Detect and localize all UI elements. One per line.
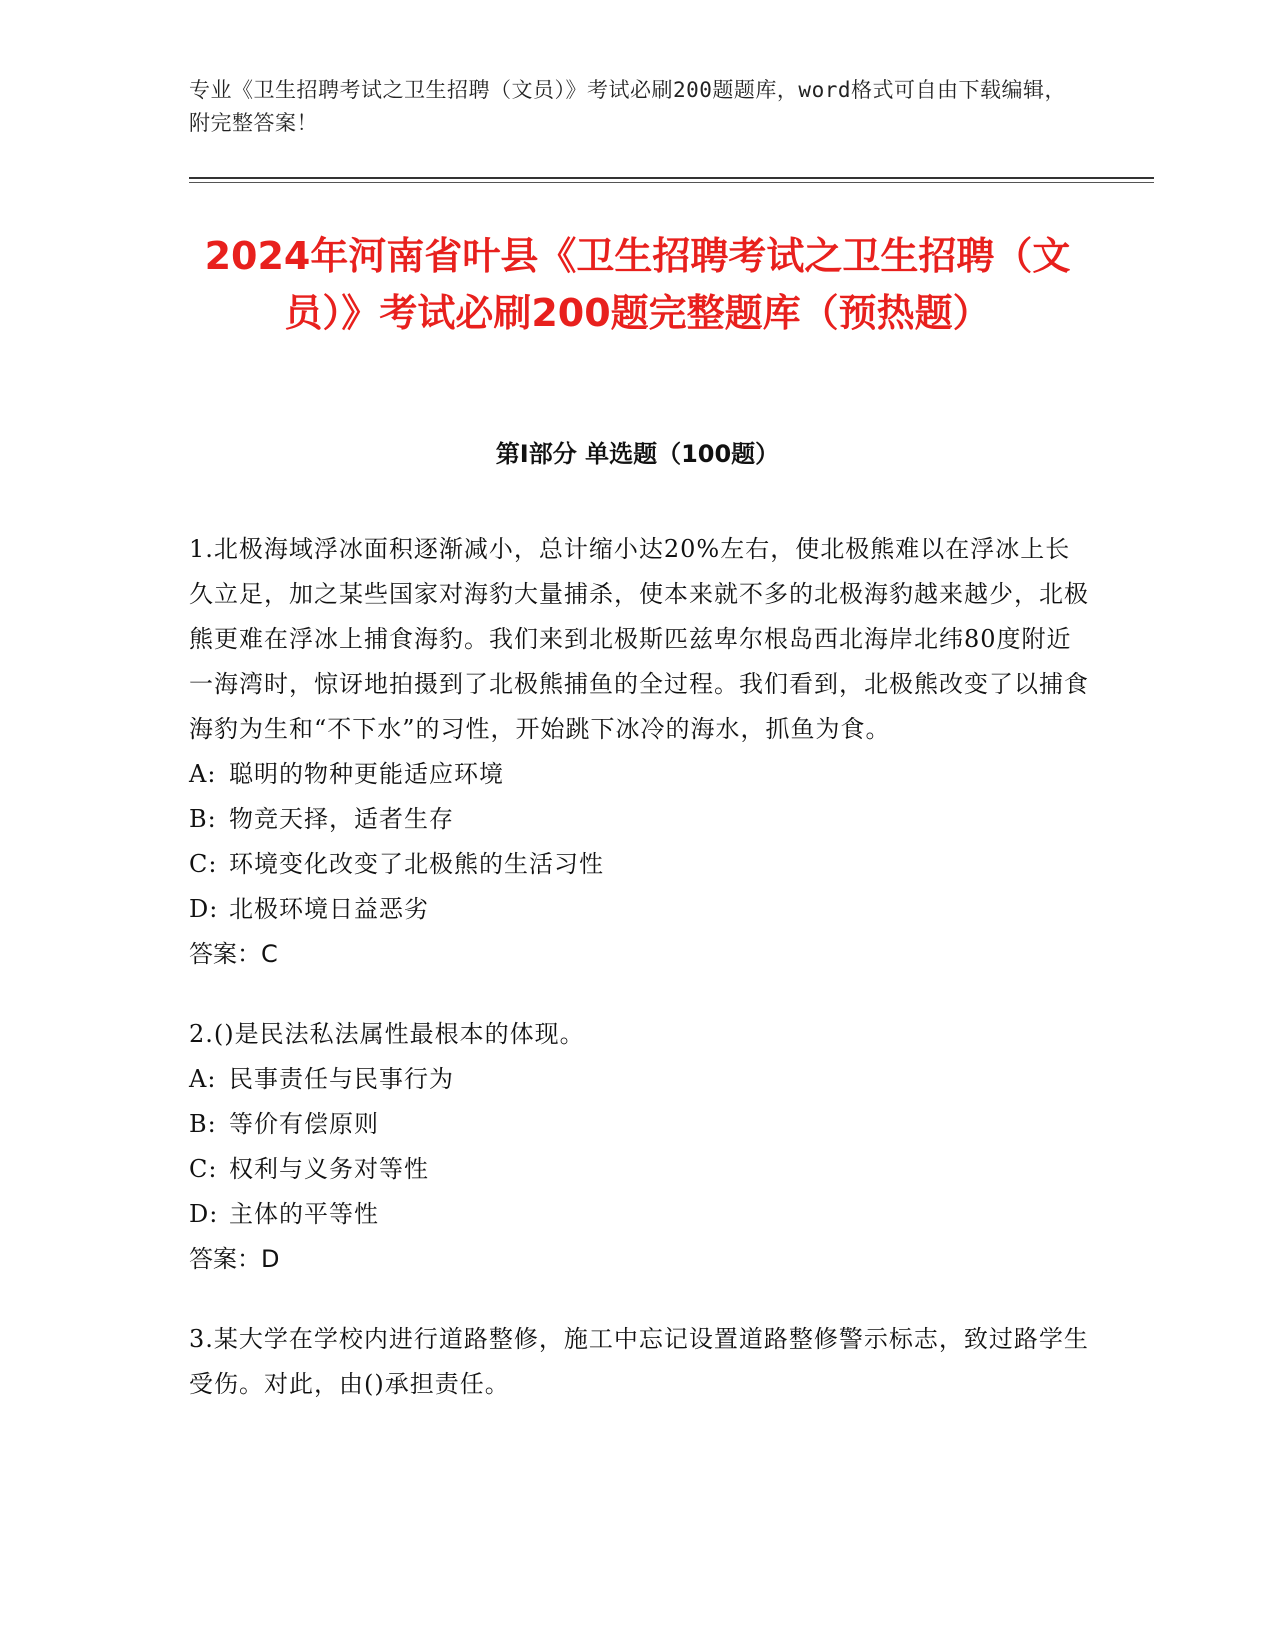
option-key: B: [189,805,217,833]
option-key: D: [189,895,219,923]
option-key: B: [189,1110,217,1138]
question-stem: 3.某大学在学校内进行道路整修，施工中忘记设置道路整修警示标志，致过路学生受伤。对此，由()承担责任。 [189,1325,1089,1398]
question-stem: 1.北极海域浮冰面积逐渐减小，总计缩小达20%左右，使北极熊难以在浮冰上长久立足，加之某些国家对海豹大量捕杀，使本来就不多的北极海豹越来越少，北极熊更难在浮冰上捕食海豹。我们来到北极斯匹兹卑尔根岛西北海岸北纬80度附近一海湾时，惊讶地拍摄到了北极熊捕鱼的全过程。我们看到，北极熊改变了以捕食海豹为生和“不下水”的习性，开始跳下冰冷的海水，抓鱼为食。 [189,535,1089,743]
option-b [189,797,1089,842]
option-text: 主体的平等性 [229,1200,379,1228]
option-a [189,1057,1089,1102]
option-key: A: [189,760,217,788]
question-stem: 2.()是民法私法属性最根本的体现。 [189,1020,585,1048]
question-2 [189,1012,1089,1282]
answer-line: 答案：C [189,940,278,968]
option-text: 权利与义务对等性 [229,1155,429,1183]
option-key: A: [189,1065,217,1093]
option-a [189,752,1089,797]
option-text: 北极环境日益恶劣 [229,895,429,923]
document-title: 2024年河南省叶县《卫生招聘考试之卫生招聘（文员）》考试必刷200题完整题库（预热题） [204,234,1071,335]
question-1 [189,527,1089,977]
answer-line: 答案：D [189,1245,280,1273]
option-d [189,887,1089,932]
option-text: 等价有偿原则 [229,1110,379,1138]
option-text: 物竞天择，适者生存 [229,805,454,833]
option-c [189,842,1089,887]
header-note: 专业《卫生招聘考试之卫生招聘（文员）》考试必刷200题题库，word格式可自由下载编辑，附完整答案！ [189,78,1066,135]
header-divider-thin [189,182,1154,183]
option-d [189,1192,1089,1237]
section-title: 第Ⅰ部分 单选题（100题） [495,440,780,468]
header-divider [189,177,1154,179]
option-c [189,1147,1089,1192]
option-key: C: [189,1155,218,1183]
option-text: 民事责任与民事行为 [229,1065,454,1093]
option-text: 聪明的物种更能适应环境 [229,760,504,788]
option-key: D: [189,1200,219,1228]
option-b [189,1102,1089,1147]
question-3 [189,1317,1089,1407]
question-list [189,527,1089,1442]
option-text: 环境变化改变了北极熊的生活习性 [229,850,604,878]
option-key: C: [189,850,218,878]
